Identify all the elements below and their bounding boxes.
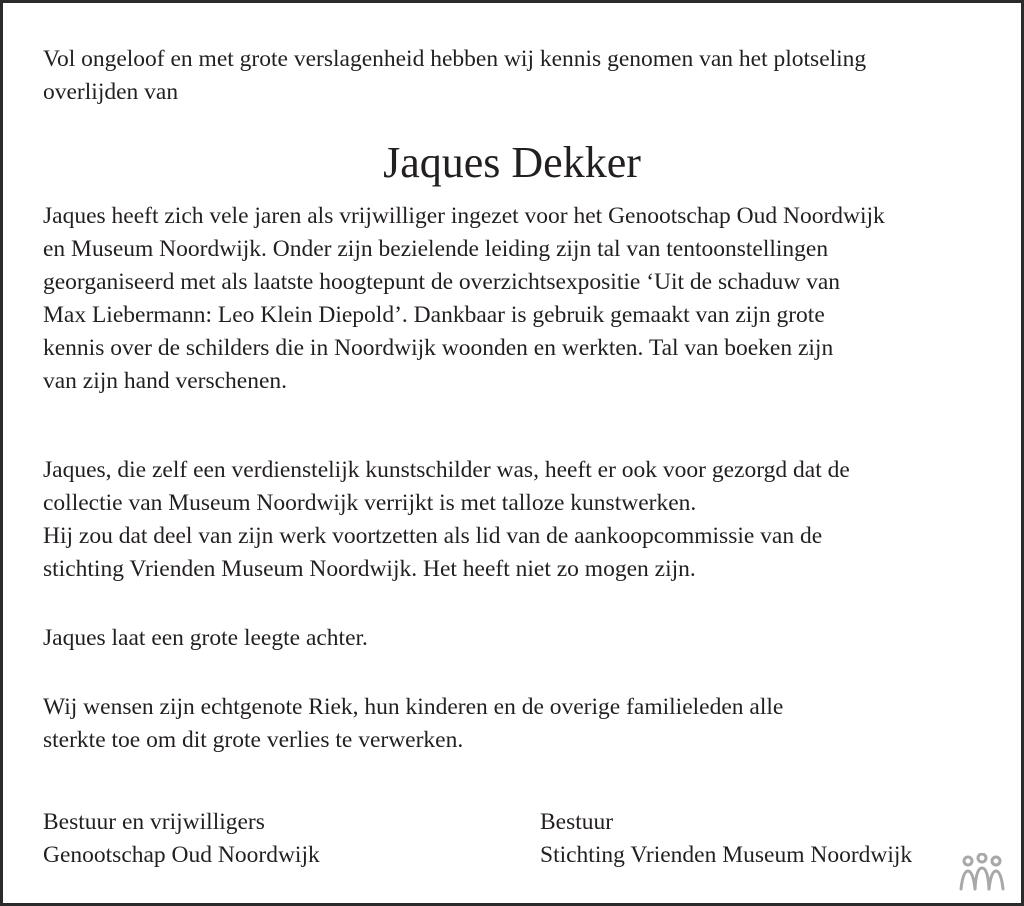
- paragraph-3: [43, 622, 368, 655]
- paragraph-1: [43, 200, 885, 398]
- signature-stichting: [540, 806, 912, 872]
- text-line: van zijn hand verschenen.: [43, 368, 288, 394]
- paragraph-4: [43, 691, 783, 757]
- intro-text: [43, 43, 866, 109]
- paragraph-2: [43, 454, 850, 586]
- text-line: Jaques, die zelf een verdienstelijk kunstschilder was, heeft er ook voor gezorgd dat de: [43, 457, 850, 483]
- signature-line: Bestuur en vrijwilligers: [43, 809, 265, 835]
- text-line: en Museum Noordwijk. Onder zijn bezielende leiding zijn tal van tentoonstellingen: [43, 236, 829, 262]
- deceased-name: Jaques Dekker: [383, 138, 641, 187]
- family-people-icon: [957, 853, 1007, 893]
- intro-line: overlijden van: [43, 79, 179, 105]
- text-line: Jaques heeft zich vele jaren als vrijwilliger ingezet voor het Genootschap Oud Noordwijk: [43, 203, 885, 229]
- signature-line: Bestuur: [540, 809, 614, 835]
- text-line: Jaques laat een grote leegte achter.: [43, 625, 368, 651]
- signature-line: Genootschap Oud Noordwijk: [43, 842, 320, 868]
- text-line: georganiseerd met als laatste hoogtepunt de overzichtsexpositie ‘Uit de schaduw van: [43, 269, 841, 295]
- text-line: Max Liebermann: Leo Klein Diepold’. Dankbaar is gebruik gemaakt van zijn grote: [43, 302, 825, 328]
- text-line: Wij wensen zijn echtgenote Riek, hun kinderen en de overige familieleden alle: [43, 694, 784, 720]
- intro-line: Vol ongeloof en met grote verslagenheid hebben wij kennis genomen van het plotseling: [43, 46, 867, 72]
- signature-genootschap: [43, 806, 320, 872]
- text-line: kennis over de schilders die in Noordwijk woonden en werkten. Tal van boeken zijn: [43, 335, 834, 361]
- text-line: Hij zou dat deel van zijn werk voortzetten als lid van de aankoopcommissie van de: [43, 523, 823, 549]
- text-line: collectie van Museum Noordwijk verrijkt is met talloze kunstwerken.: [43, 490, 697, 516]
- signature-line: Stichting Vrienden Museum Noordwijk: [540, 842, 913, 868]
- text-line: sterkte toe om dit grote verlies te verwerken.: [43, 727, 464, 753]
- text-line: stichting Vrienden Museum Noordwijk. Het heeft niet zo mogen zijn.: [43, 556, 696, 582]
